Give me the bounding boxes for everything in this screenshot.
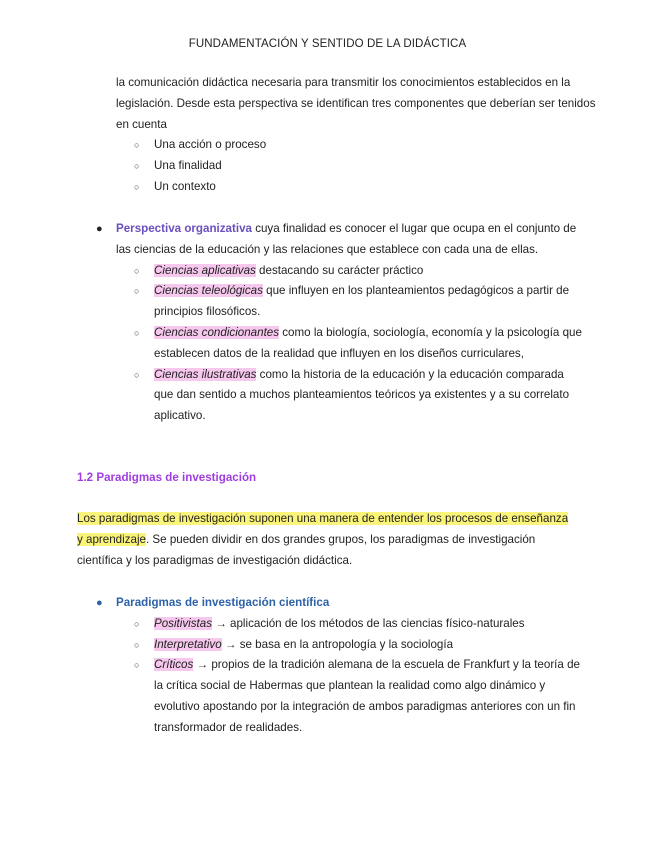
paragraph-highlight: Los paradigmas de investigación suponen una manera de entender los procesos de enseñanza y aprendizaje xyxy=(77,512,569,546)
list-item: ○ Interpretativo → se basa en la antropología y la sociología xyxy=(116,635,586,656)
sub-bullet-icon: ○ xyxy=(134,618,140,629)
list-item: ○ Críticos → propios de la tradición alemana de la escuela de Frankfurt y la teoría de la crítica social de Habermas que plantean la realidad como algo dinámico y evolutivo apostando por la integración de ambos paradigmas anteriores con un fin transformador de realidades. xyxy=(116,655,586,738)
intro-block xyxy=(116,73,606,198)
cientifica-label: Paradigmas de investigación científica xyxy=(116,596,330,609)
bullet-icon: ● xyxy=(96,597,103,609)
list-item: ○ Una acción o proceso xyxy=(116,135,606,156)
term-highlight: Ciencias teleológicas xyxy=(154,284,263,298)
term-highlight: Ciencias ilustrativas xyxy=(154,367,257,381)
list-item: ○ Positivistas → aplicación de los métodos de las ciencias físico-naturales xyxy=(116,614,586,635)
list-item: ○ Ciencias condicionantes como la biología, sociología, economía y la psicología que establecen datos de la realidad que influyen en los diseños curriculares, xyxy=(116,323,586,365)
list-item: ○ Un contexto xyxy=(116,177,606,198)
list-item: ○ Ciencias aplicativas destacando su carácter práctico xyxy=(116,261,586,282)
list-item: ○ Ciencias teleológicas que influyen en los planteamientos pedagógicos a partir de principios filosóficos. xyxy=(116,281,586,323)
list-item: ○ Una finalidad xyxy=(116,156,606,177)
paragraph-rest: . Se pueden dividir en dos grandes grupos, los paradigmas de investigación científica y los paradigmas de investigación didáctica. xyxy=(77,532,536,567)
cientifica-block xyxy=(96,593,586,739)
sub-bullet-icon: ○ xyxy=(134,660,140,671)
sub-bullet-icon: ○ xyxy=(134,286,140,297)
sub-bullet-icon: ○ xyxy=(134,140,140,151)
paradigmas-paragraph xyxy=(77,509,577,571)
term-highlight: Interpretativo xyxy=(154,637,222,651)
organizativa-label: Perspectiva organizativa xyxy=(116,222,252,235)
bullet-item xyxy=(96,219,586,261)
bullet-icon: ● xyxy=(96,223,103,235)
term-highlight: Positivistas xyxy=(154,616,212,630)
intro-text: la comunicación didáctica necesaria para transmitir los conocimientos establecidos en la legislación. Desde esta perspectiva se identifican tres componentes que deberían ser tenidos en cuenta xyxy=(116,76,596,131)
sub-bullet-icon: ○ xyxy=(134,639,140,650)
sub-bullet-icon: ○ xyxy=(134,181,140,192)
section-heading: 1.2 Paradigmas de investigación xyxy=(77,471,257,484)
list-item: ○ Ciencias ilustrativas como la historia de la educación y la educación comparada que dan sentido a muchos planteamientos teóricos ya existentes y a su correlato aplicativo. xyxy=(116,365,586,427)
organizativa-block xyxy=(96,219,586,427)
sub-bullet-icon: ○ xyxy=(134,265,140,276)
sub-bullet-icon: ○ xyxy=(134,327,140,338)
sub-bullet-icon: ○ xyxy=(134,161,140,172)
term-highlight: Ciencias condicionantes xyxy=(154,325,280,339)
term-highlight: Críticos xyxy=(154,658,194,672)
sub-bullet-icon: ○ xyxy=(134,369,140,380)
organizativa-text: cuya finalidad es conocer el lugar que ocupa en el conjunto de las ciencias de la educación y las relaciones que establece con cada una de ellas. xyxy=(116,222,577,256)
term-highlight: Ciencias aplicativas xyxy=(154,263,256,277)
bullet-item xyxy=(96,593,586,614)
page-header: FUNDAMENTACIÓN Y SENTIDO DE LA DIDÁCTICA xyxy=(188,38,467,50)
